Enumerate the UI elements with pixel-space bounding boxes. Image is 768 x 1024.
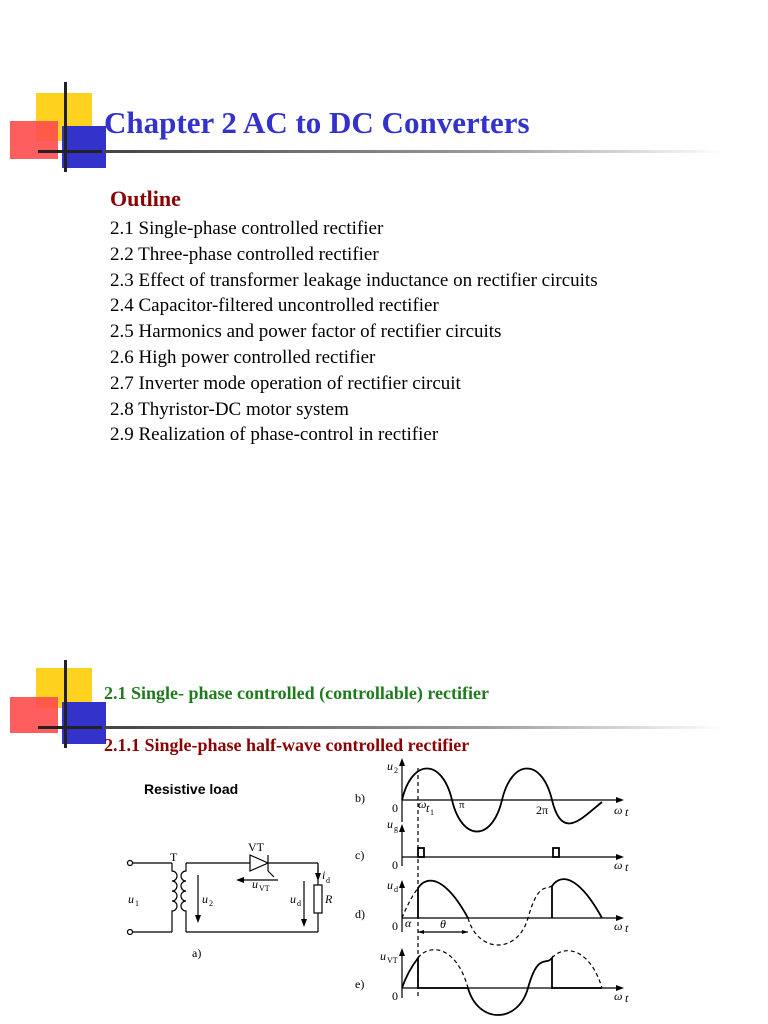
omega-t1-t: t	[426, 801, 430, 815]
label-e: e)	[355, 977, 365, 991]
label-d: d)	[355, 907, 365, 921]
u2-wave-sub: 2	[394, 766, 398, 775]
zero-b: 0	[392, 801, 398, 815]
title-underline	[104, 150, 724, 153]
outline-item: 2.9 Realization of phase-control in rectifier	[110, 424, 439, 446]
waveform-diagrams	[350, 758, 640, 1024]
uvt-wave-sub: VT	[387, 956, 398, 965]
u1-label: u	[128, 892, 134, 906]
outline-item: 2.8 Thyristor-DC motor system	[110, 398, 349, 420]
ud-subscript: d	[297, 899, 301, 908]
zero-e: 0	[392, 989, 398, 1003]
u2-label: u	[202, 892, 208, 906]
ud-wave-label: u	[387, 878, 393, 892]
resistor-label: R	[325, 892, 333, 906]
label-c: c)	[355, 848, 365, 862]
pi-label: π	[459, 799, 465, 811]
uvt-wave-label: u	[380, 949, 386, 963]
circuit-caption: a)	[192, 946, 202, 960]
zero-c: 0	[392, 858, 398, 872]
axis-omega-b: ω	[614, 803, 623, 817]
u1-subscript: 1	[135, 899, 139, 908]
ug-wave-sub: g	[394, 824, 398, 833]
omega-t1-sub: 1	[430, 808, 434, 817]
alpha-label: α	[405, 916, 412, 930]
axis-omega-d: ω	[614, 919, 623, 933]
axis-t-e: t	[625, 991, 629, 1005]
u2-subscript: 2	[209, 899, 213, 908]
omega-t1-omega: ω	[418, 797, 427, 811]
outline-item: 2.7 Inverter mode operation of rectifier circuit	[110, 372, 461, 394]
chapter-title: Chapter 2 AC to DC Converters	[104, 105, 530, 140]
label-b: b)	[355, 791, 365, 805]
transformer-label: T	[170, 850, 178, 864]
outline-item: 2.3 Effect of transformer leakage inductance on rectifier circuits	[110, 269, 598, 291]
section-underline	[104, 726, 724, 729]
outline-item: 2.1 Single-phase controlled rectifier	[110, 218, 384, 239]
two-pi-label: 2π	[536, 803, 549, 817]
uvt-subscript: VT	[259, 884, 270, 893]
id-label: i	[322, 868, 326, 882]
ug-wave-label: u	[387, 817, 393, 831]
axis-omega-e: ω	[614, 989, 623, 1003]
outline-item: 2.6 High power controlled rectifier	[110, 346, 376, 368]
axis-t-c: t	[625, 860, 629, 874]
outline-list	[110, 216, 598, 448]
outline-heading: Outline	[110, 186, 181, 211]
uvt-label: u	[252, 877, 258, 891]
outline-item: 2.4 Capacitor-filtered uncontrolled rectifier	[110, 295, 439, 317]
thyristor-label: VT	[248, 840, 264, 854]
outline-item: 2.2 Three-phase controlled rectifier	[110, 243, 379, 265]
outline-item: 2.5 Harmonics and power factor of rectifier circuits	[110, 321, 502, 343]
ud-label: u	[290, 892, 296, 906]
rectifier-circuit-diagram	[120, 835, 340, 965]
zero-d: 0	[392, 919, 398, 933]
id-subscript: d	[326, 876, 330, 885]
resistive-load-label: Resistive load	[144, 781, 239, 797]
subsection-title: 2.1.1 Single-phase half-wave controlled rectifier	[104, 735, 470, 755]
axis-t-b: t	[625, 805, 629, 819]
axis-omega-c: ω	[614, 858, 623, 872]
axis-t-d: t	[625, 921, 629, 935]
section-title: 2.1 Single- phase controlled (controllable) rectifier	[104, 683, 489, 703]
ud-wave-sub: d	[394, 885, 398, 894]
u2-wave-label: u	[387, 759, 393, 773]
theta-label: θ	[440, 917, 446, 931]
